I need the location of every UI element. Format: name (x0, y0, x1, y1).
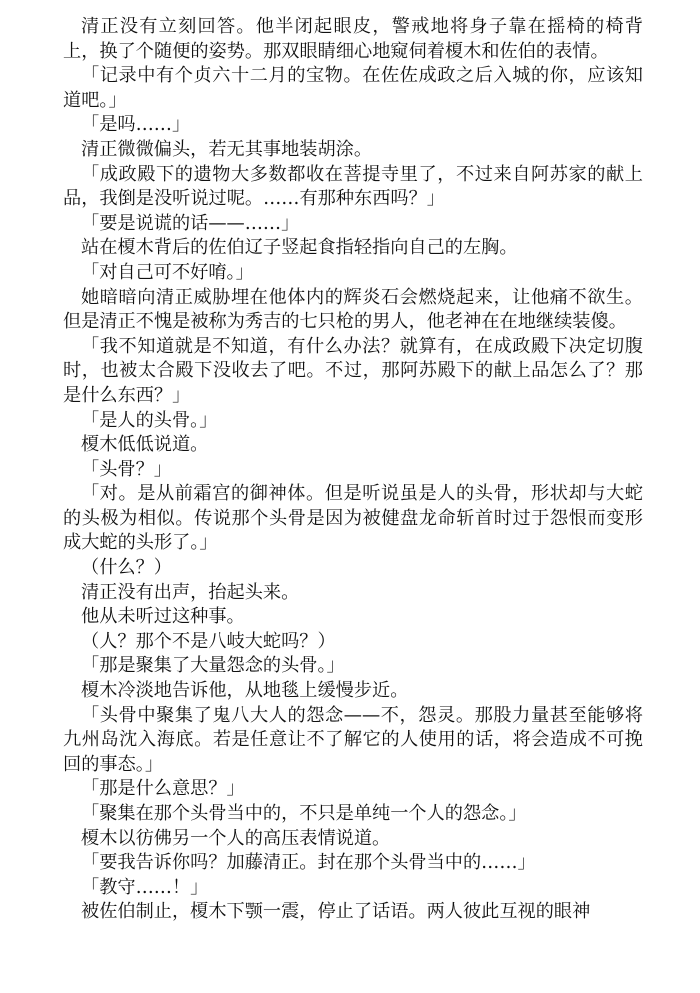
paragraph: 清正微微偏头，若无其事地装胡涂。 (81, 138, 373, 160)
paragraph: 「我不知道就是不知道，有什么办法？就算有，在成政殿下决定切腹时，也被太合殿下没收去了吧。不过，那阿苏殿下的献上品怎么了？那是什么东西？」 (63, 335, 643, 406)
paragraph: 「那是聚集了大量怨念的头骨。」 (81, 655, 345, 677)
paragraph: 站在榎木背后的佐伯辽子竖起食指轻指向自己的左胸。 (81, 237, 518, 259)
paragraph: 榎木以彷佛另一个人的高压表情说道。 (81, 827, 391, 849)
paragraph: 被佐伯制止，榎木下颚一震，停止了话语。两人彼此互视的眼神 (81, 901, 591, 923)
paragraph: （人？那个不是八岐大蛇吗？） (81, 630, 336, 652)
paragraph: 榎木低低说道。 (81, 434, 209, 456)
paragraph: 「要是说谎的话——……」 (81, 212, 300, 234)
page-text-body (63, 15, 643, 925)
paragraph: 「教守……！」 (81, 876, 209, 898)
paragraph: 「对自己可不好唷。」 (81, 261, 254, 283)
paragraph: 清正没有立刻回答。他半闭起眼皮，警戒地将身子靠在摇椅的椅背上，换了个随便的姿势。那双眼睛细心地窥伺着榎木和佐伯的表情。 (63, 16, 643, 62)
paragraph: 「是吗……」 (81, 114, 191, 136)
paragraph: 她暗暗向清正威胁埋在他体内的辉炎石会燃烧起来，让他痛不欲生。但是清正不愧是被称为秀吉的七只枪的男人，他老神在在地继续装傻。 (63, 286, 643, 333)
paragraph: 「对。是从前霜宫的御神体。但是听说虽是人的头骨，形状却与大蛇的头极为相似。传说那个头骨是因为被健盘龙命斩首时过于怨恨而变形成大蛇的头形了。」 (63, 483, 643, 554)
paragraph: 榎木冷淡地告诉他，从地毯上缓慢步近。 (81, 680, 409, 702)
paragraph: 他从未听过这种事。 (81, 606, 245, 628)
paragraph: 「成政殿下的遗物大多数都收在菩提寺里了，不过来自阿苏家的献上品，我倒是没听说过呢。……有那种东西吗？」 (63, 163, 643, 210)
paragraph: 「头骨？」 (81, 458, 172, 480)
paragraph: 清正没有出声，抬起头来。 (81, 581, 300, 603)
paragraph: 「那是什么意思？」 (81, 778, 245, 800)
paragraph: （什么？） (81, 557, 172, 579)
paragraph: 「聚集在那个头骨当中的，不只是单纯一个人的怨念。」 (81, 803, 527, 824)
paragraph: 「头骨中聚集了鬼八大人的怨念——不，怨灵。那股力量甚至能够将九州岛沈入海底。若是任意让不了解它的人使用的话，将会造成不可挽回的事态。」 (63, 704, 643, 775)
paragraph: 「是人的头骨。」 (81, 409, 218, 431)
paragraph: 「要我告诉你吗？加藤清正。封在那个头骨当中的……」 (81, 852, 536, 874)
paragraph: 「记录中有个贞六十二月的宝物。在佐佐成政之后入城的你，应该知道吧。」 (63, 65, 643, 111)
